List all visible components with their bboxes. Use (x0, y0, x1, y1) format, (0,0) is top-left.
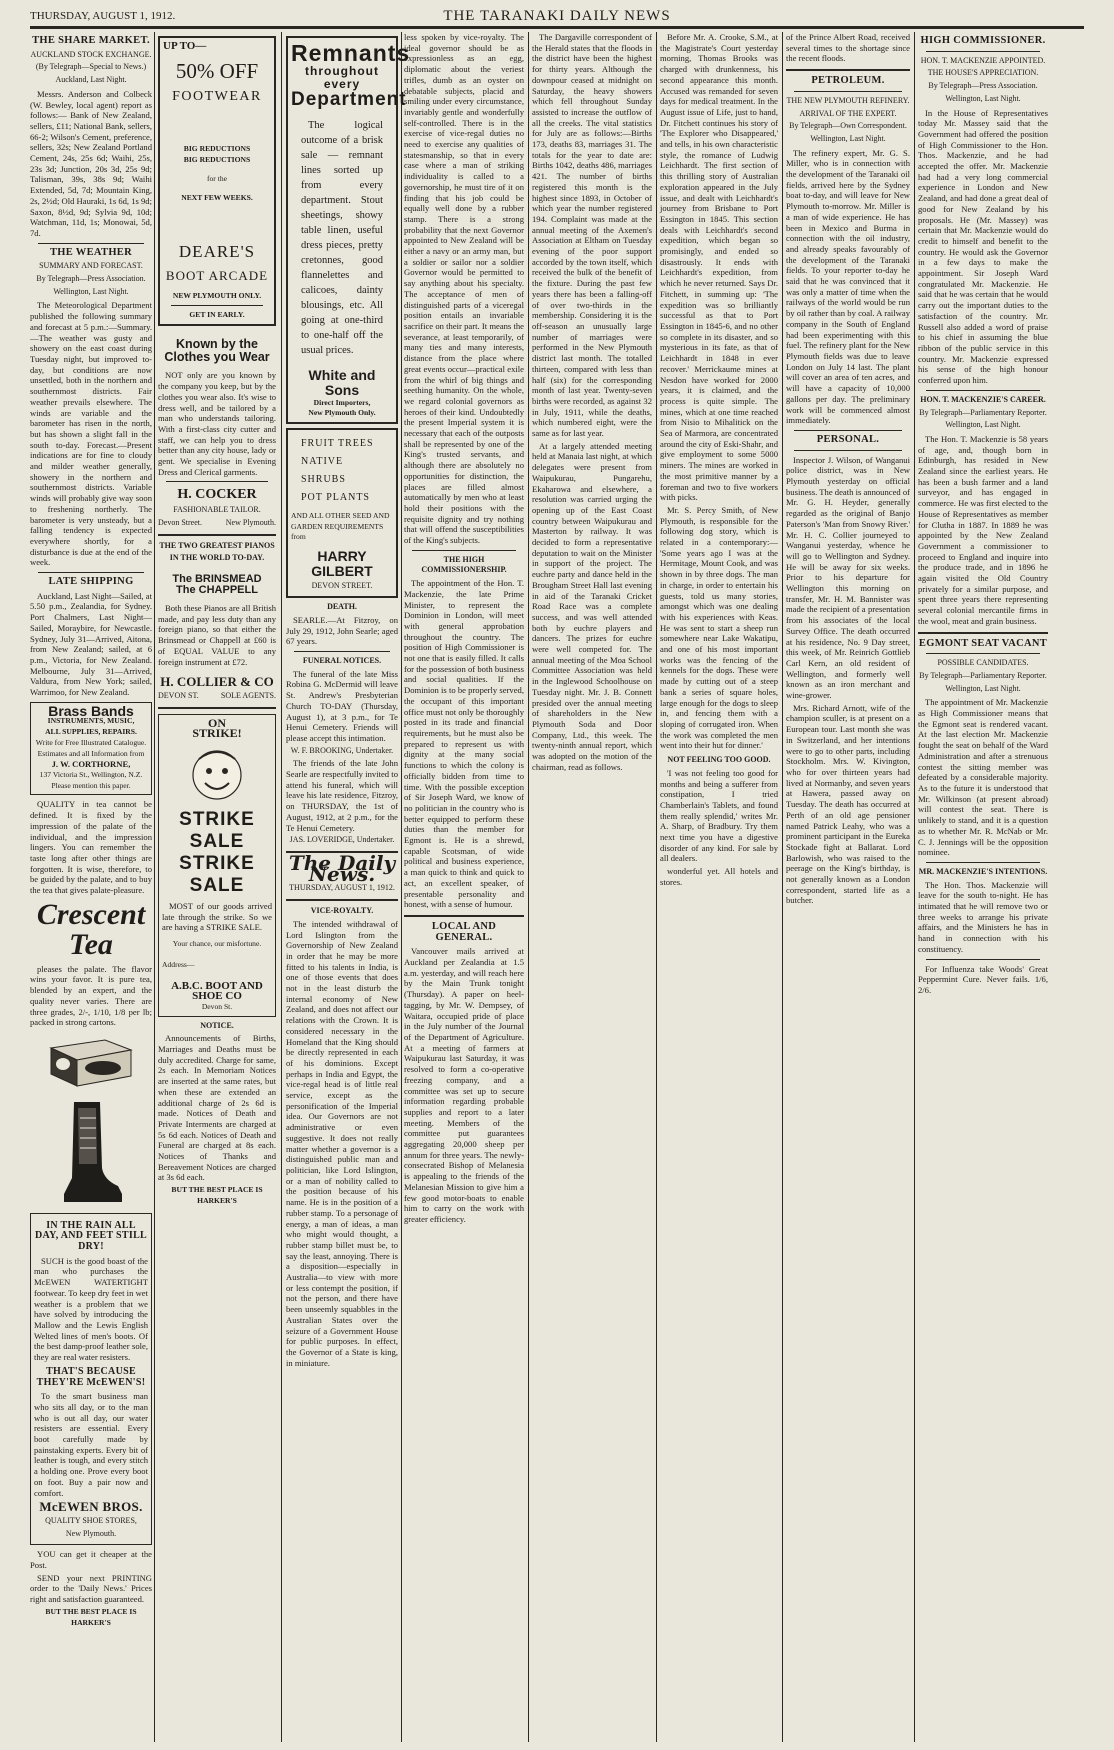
death-heading: DEATH. (327, 602, 357, 612)
column-divider (782, 32, 783, 1742)
abc-name: A.B.C. BOOT AND SHOE CO (171, 979, 263, 1003)
collier-name: H. COLLIER & CO (160, 674, 274, 690)
department-title: Department (291, 89, 407, 111)
white-and-sons-name: White and Sons (308, 367, 376, 398)
brass-note: Please mention this paper. (51, 780, 131, 790)
column-4 (404, 32, 524, 1742)
known-by-text: Known by the (176, 337, 258, 352)
local-news-text-2: At a largely attended meeting held at Manaia last night, at which delegates were present from Waipukurau, Pungarehu, Ekaharowa and elsewhere, a resolution was carried urging the opening up of the East Coast country between Waipukurau and Masterton by railway. It was decided to form a representative deputation to wait on the Minister in support of the project. The euchre party and dance held in the Brougham Street Hall last evening in aid of the Taranaki Cricket Road Race was a complete success, and was well attended both by euchre players and dancers. The prizes for euchre were well competed for. The annual meeting of the Moa School Committee Association was held in the Inglewood Schoolhouse on Tuesday night. Mr. J. B. Connett presided over the annual meeting of shareholders in the New Plymouth Soda and Door Company, Ltd., this week. The twenty-ninth annual report, which was adopted on the motion of the chairman, read as follows. (532, 440, 652, 772)
gilbert-location: DEVON STREET. (311, 580, 373, 590)
gilbert-name: HARRY GILBERT (311, 548, 373, 579)
personal-heading: PERSONAL. (816, 433, 880, 445)
pot-plants: POT PLANTS (301, 492, 370, 504)
white-and-sons-sub-2: New Plymouth Only. (308, 408, 376, 418)
hotels-text: wonderful yet. All hotels and stores. (660, 866, 778, 887)
cocker-name: H. COCKER (177, 487, 257, 503)
masthead-rule (30, 28, 1084, 29)
child-face-illustration (162, 745, 272, 805)
woods-peppermint-text: For Influenza take Woods' Great Peppermint Cure. Never fails. 1/6, 2/6. (918, 963, 1048, 995)
brass-bands-ad (30, 702, 152, 796)
chappell-title: The CHAPPELL (176, 584, 258, 597)
crescent-tea-logo (30, 897, 152, 961)
funeral-text-2: The friends of the late John Searle are respectfully invited to attend his funeral, which will leave his late residence, Fitzroy, on THURSDAY, the 1st of August, 1912, at 2 p.m., for the Te Henui Cemetery. (286, 758, 398, 833)
column-8 (918, 32, 1048, 1742)
egmont-byline: By Telegraph—Parliamentary Reporter. (919, 670, 1047, 680)
column-divider (656, 32, 657, 1742)
funeral-text-1: The funeral of the late Miss Robina G. McDermid will leave St. Andrew's Presbyterian Church TO-DAY (Thursday, August 1), at 3 p.m., for Te Henui Cemetery. Friends will please accept this intimation. (286, 668, 398, 743)
high-commissioner-heading: HIGH COMMISSIONER. (920, 35, 1046, 46)
brass-line-1: INSTRUMENTS, MUSIC, (47, 716, 135, 726)
high-commissioner-sub: HON. T. MACKENZIE APPOINTED. (920, 55, 1046, 65)
death-text: SEARLE.—At Fitzroy, on July 29, 1912, John Searle; aged 67 years. (286, 614, 398, 647)
strike-sale-2: STRIKE SALE (179, 852, 255, 896)
mcewen-footer: QUALITY SHOE STORES, (45, 1515, 137, 1525)
funeral-heading: FUNERAL NOTICES. (302, 656, 382, 666)
weather-dateline: Wellington, Last Night. (53, 286, 129, 296)
local-and-general-heading: LOCAL AND GENERAL. (431, 920, 497, 943)
column-5 (532, 32, 652, 1742)
daily-news-date: THURSDAY, AUGUST 1, 1912. (289, 883, 395, 893)
not-feeling-heading: NOT FEELING TOO GOOD. (667, 755, 771, 765)
divider (38, 572, 144, 573)
share-market-text: Messrs. Anderson and Colbeck (W. Bewley, local agent) report as follows:— Bank of New Zealand, sellers, £11; National Bank, sellers, 66-2; Wilson's Cement, preference, sellers, 32s; New Zealand Portland Cement, 24s, 25s 6d; Waihi, 25s, 23s 3d; Junction, 20s 3d, 25s 9d; Talisman, 39s, 38s 9d; Waihi Extended, 5d, 7d; Mountain King, 2s, 2½d; Old Hauraki, 1s 6d, 1s 9d; Saxon, 8½d, 9d; Sylvia 9d, 10d; Watchman, 11d, 1s; Monowai, 5d, 7d. (30, 88, 152, 238)
deares-title: DEARE'S (178, 242, 256, 262)
refinery-text: The refinery expert, Mr. G. S. Miller, who is in connection with the development of the Taranaki oil fields, arrived here by the Sydney boat to-day, and will leave for New Plymouth to-morrow. Mr. Miller is a man of wide experience. He has been in Mexico and Burma in connection with the oil industry, and already speaks favourably of the development of the Taranaki fields. To your reporter to-day he said that he was convinced that it was only a matter of time when the railways of the world would be run by oil rather than by coal. A railway company in the South of England had been experimenting with this fuel. The refinery plant for the New Plymouth fields was due to leave London on July 14 last. The plant will cover an area of ten acres, and will have a capacity of 10,000 gallons per day. The preliminary work will be commenced almost immediately. (786, 147, 910, 426)
for-the-text: for the (206, 173, 228, 183)
weather-text: The Meteorological Department published the following summary and forecast at 5 p.m.:—Summary.—The weather was gusty and showery on the east coast during Tuesday night, but improved to-day, but conditions are now unsettled, both in the northern and southernmost districts. Fair weather prevails elsewhere. The winds are variable and the barometer has risen in the north, but has shown a slight fall in the south to-day. Forecast.—Present indications are for fine to cloudy and milder weather generally, showery in the northern and southernmost districts. Variable winds will probably give way soon to freshening northerly. The barometer is very unsteady, but a falling tendency is expected everywhere shortly, for a disturbance is due at the end of the week. (30, 300, 152, 568)
notice-heading: NOTICE. (200, 1020, 234, 1030)
tea-ad-text-2: pleases the palate. The flavor wins your favor. It is pure tea, blended by an expert, and the quality never varies. There are three grades, 2/-, 1/10, 1/8 per lb; packed in strong cartons. (30, 963, 152, 1028)
strike-text: MOST of our goods arrived late through the strike. So we are having a STRIKE SALE. (162, 900, 272, 933)
column-divider (154, 32, 155, 1742)
mcewen-name: McEWEN BROS. (39, 1499, 143, 1515)
masthead-paper-title: THE TARANAKI DAILY NEWS (443, 8, 671, 24)
new-plymouth-only: NEW PLYMOUTH ONLY. (172, 290, 262, 300)
next-weeks-text: NEXT FEW WEEKS. (181, 192, 253, 202)
tea-carton-illustration (30, 1030, 152, 1093)
get-in-early: GET IN EARLY. (189, 310, 245, 320)
tea-word: Tea (69, 927, 113, 961)
column-7 (786, 32, 910, 1742)
on-text: ON (208, 715, 226, 730)
remnants-text: The logical outcome of a brisk sale — remnant lines sorted up from every department. Stout sheetings, showy table linen, useful dress pieces, pretty cretonnes, good flannelettes and calicoes, dainty blousings, etc. All going at one-third to one-half off the usual prices. (301, 120, 383, 357)
refinery-subheading: THE NEW PLYMOUTH REFINERY. (786, 95, 910, 105)
shipping-text: Auckland, Last Night—Sailed, at 5.50 p.m., Zealandia, for Sydney. Port Chalmers, Last Night—Sailed, Moraybire, for Newcastle. Sydney, July 31—Arrived, Aitona, from New Zealand; sailed, at 6 p.m., Victoria, for New Zealand. Melbourne, July 31—Arrived, Valdura, from New York; sailed, Warrimoo, for New Zealand. (30, 590, 152, 698)
intentions-text: The Hon. Thos. Mackenzie will leave for the south to-night. He has intimated that he will remove two or three weeks to arrange his private affairs, and the Ministers he has in hand in connection with his constituency. (918, 879, 1048, 954)
refinery-subheading-2: ARRIVAL OF THE EXPERT. (799, 108, 897, 118)
column-divider (401, 32, 402, 1742)
high-commissioner-byline: By Telegraph—Press Association. (928, 81, 1038, 91)
strike-sale-ad (158, 714, 276, 1017)
mcewen-boot-ad (30, 1213, 152, 1546)
pianos-heading-2: IN THE WORLD TO-DAY. (169, 553, 265, 563)
weather-byline: By Telegraph—Press Association. (36, 274, 146, 284)
weather-subheading: SUMMARY AND FORECAST. (39, 261, 143, 271)
tailor-text: NOT only are you known by the company you keep, but by the clothes you wear also. It's wise to dress well, and be tailored by a man who understands tailoring. With a first-class city cutter and staff, we can help you to dress better than any city house, lady or gent. We specialise in Evening Dress and Clerical garments. (158, 370, 276, 477)
intentions-heading: MR. MACKENZIE'S INTENTIONS. (918, 866, 1048, 876)
fruit-trees: FRUIT TREES (301, 438, 374, 450)
throughout-every-title: throughout every (305, 64, 379, 91)
pianos-heading-1: THE TWO GREATEST PIANOS (159, 540, 275, 550)
shipping-heading: LATE SHIPPING (48, 576, 134, 588)
column-divider (914, 32, 915, 1742)
best-place-footer: BUT THE BEST PLACE IS HARKER'S (171, 1185, 263, 1205)
footwear-text: FOOTWEAR (172, 88, 262, 104)
piano-text: Both these Pianos are all British made, and pay less duty than any foreign piano, so that either the Brinsmead or Chappell at £60 is of EQUAL VALUE to any foreign instrument at £72. (158, 603, 276, 667)
brass-dealer-address: 137 Victoria St., Wellington, N.Z. (39, 770, 143, 779)
local-and-general-text: Vancouver mails arrived at Auckland per Zealandia at 1.5 a.m. yesterday, and will reach here by the Main Trunk tonight (Thursday). A paper on heel-tagging, by Mr. W. Dempsey, of Waitara, occupied pride of place in the July number of the Journal of the Department of Agriculture. At a meeting of farmers at Waipukurau last Saturday, it was resolved to form a co-operative freezing company, and a committee was set up to secure information regarding probable supplies and report to a later meeting. Members of the committee put guarantees aggregating 20,000 sheep per annum for three years. The newly-consecrated Bishop of Melanesia is appealing to the friends of the Melanesian Mission to give him a few good motor-boats to enable him to carry on the work with greater efficiency. (404, 946, 524, 1224)
brass-line-2: ALL SUPPLIES, REPAIRS. (45, 727, 137, 737)
chance-text: Your chance, our misfortune. (172, 939, 262, 949)
vice-royalty-heading: VICE-ROYALTY. (310, 906, 374, 916)
column-7-lead: of the Prince Albert Road, received several times to the shortage since the recent floods. (786, 32, 910, 64)
deares-ad (158, 36, 276, 326)
high-commissioner-text: In the House of Representatives today Mr. Massey said that the Government had offered the position of High Commissioner to the Hon. Thos. Mackenzie, and he had accepted the offer. Mr. Mackenzie had had a very long commercial experience in London and New Zealand, and had done a great deal of good for New Zealand by his proposals. He (Mr. Massey) was certain that Mr. Mackenzie would do credit to himself and benefit to the country. He would ask the Governor in a few days to make the appointment. Sir Joseph Ward congratulated Mr. Mackenzie. He said that he was certain that he would carry out the important duties to the satisfaction of the country. Mr. Russell also added a word of praise to his chief in assuming the blue ribbon of the public service in this country. Mr. Mackenzie expressed his sense of the high honour conferred upon him. (918, 107, 1048, 386)
not-feeling-text: 'I was not feeling too good for months and being a sufferer from constipation, I tried Chamberlain's Tablets, and found them really splendid,' writes Mr. A. Sharp, of Bradbury. Try them next time you have a digestive disorder of any kind. For sale by all dealers. (660, 767, 778, 864)
send-printing-text: SEND your next PRINTING order to the 'Daily News.' Prices right and satisfaction guaranteed. (30, 1572, 152, 1605)
egmont-dateline: Wellington, Last Night. (945, 683, 1021, 693)
clothes-you-wear-text: Clothes you Wear (164, 350, 270, 365)
career-text: The Hon. T. Mackenzie is 58 years of age, and, though born in Edinburgh, has resided in New Zealand since the earliest years. He has been a bush farmer and a land surveyor, and has engaged in commerce. He was first elected to the House of Representatives as member for Clutha in 1887. In 1889 he was appointed by the New Zealand Government a commissioner to proceed to England and inquire into the produce trade, and in 1896 he again visited the Old Country privately for a similar purpose, and spent three years there representing several colonial mercantile firms in the wool, meat and grain business. (918, 433, 1048, 626)
mcewen-text: To the smart business man who sits all day, or to the man who is out all day, our water resisters are essential. Every boot carefully made by painstaking experts. Every bit of leather is tough, and every stitch a holding one. Prove every boot on foot. Buy a pair now and comfort. (34, 1391, 148, 1498)
brass-line-3: Write for Free Illustrated Catalogue. Estimates and all Information from (35, 737, 147, 758)
share-market-heading: THE SHARE MARKET. (32, 35, 150, 46)
high-commissioner-dateline: Wellington, Last Night. (945, 93, 1021, 103)
boot-arcade-title: BOOT ARCADE (165, 268, 269, 284)
white-and-sons-ad (286, 36, 411, 424)
column-1 (30, 32, 152, 1742)
column-2 (158, 32, 276, 1742)
masthead (30, 8, 1084, 28)
post-text: YOU can get it cheaper at the Post. (30, 1549, 152, 1571)
crescent-word: Crescent (36, 897, 146, 931)
vice-royalty-continued: less spoken by vice-royalty. The ideal governor should be as expressionless as an egg, diplomatic about the veriest trifles, dumb as an oyster on debatable subjects, placid and smiling under every circumstance, invariably gentle and wonderfully self-controlled. There is in the exercise of vice-regal duties no need to exercise any qualities of statesmanship, so that in every case where a man of striking individuality is called to a governorship, he must tire of it on finding that his job could be equally well done by a rubber stamp. There is a strong probability that the next Governor appointed to New Zealand will be either a navy or an army man, but a soldier or sailor nor a soldier Governor would be permitted to say anything about his specialty. The acceptance of men of distinguished parts of a viceregal position entails an invariable sacrifice on their part. It means the severance, at least temporarily, of many ties and many interests, distance from the place where great events occur—practical exile from the whirl of big things and seething humanity. On the whole, we regard colonial governors as heroes of their kind. Undoubtedly the present Imperial system it is necessary that each of the outposts shall be represented by one of the King's trusted servants, and although there are absolutely no opportunities for distinction, the places are filled almost automatically by men who at least hold their positions with the requisite dignity and try nothing that will offend the susceptibilities of the King's subjects. (404, 32, 524, 546)
local-news-text-4: Mr. S. Percy Smith, of New Plymouth, is responsible for the following dog story, which is related in a contemporary:— 'Some years ago I was at the Hermitage, Mount Cook, and was shown in by three dogs. The man in charge, in order to entertain his guests, told us many stories, amongst which was one dealing with his experiences with Keas. He was sent to start a sheep run somewhere near Lake Wakatipu, and one of his most important works was the fencing of the kennels for the dogs. These were made by cutting out of a steep bank a series of square holes, large enough for the dogs to sleep in, and fencing them with a sloping of corrugated iron. When the work was completed the men went into their hut for dinner.' (660, 504, 778, 751)
cocker-location: Devon Street. New Plymouth. (158, 517, 276, 527)
column-6 (660, 32, 778, 1742)
rain-text: SUCH is the good boast of the man who purchases the McEWEN WATERTIGHT footwear. To keep dry feet in wet weather is a problem that we have solved by introducing the Mallow and the Lewis English Welted lines of men's boots. Of the best damp-proof leather sole, they are real water resisters. (34, 1255, 148, 1363)
collier-location: DEVON ST. SOLE AGENTS. (158, 690, 276, 700)
masthead-date: THURSDAY, AUGUST 1, 1912. (30, 10, 176, 22)
high-commissionership-heading: THE HIGH COMMISSIONERSHIP. (421, 554, 507, 575)
seeds-text: AND ALL OTHER SEED AND GARDEN REQUIREMENTS from (291, 511, 390, 542)
strike-sale-1: STRIKE SALE (179, 808, 255, 852)
funeral-signature-1: W. F. BROOKING, Undertaker. (290, 745, 394, 755)
mcewen-location: New Plymouth. (65, 1528, 117, 1538)
column-3 (286, 32, 411, 1742)
native: NATIVE (301, 456, 344, 468)
discount-text: 50% OFF (175, 58, 259, 83)
local-news-text-1: The Dargaville correspondent of the Herald states that the floods in the district have been the highest for thirty years. Although the downpour ceased at midnight on Saturday, the heavy showers which fell throughout Sunday assisted to increase the outflow of all the creeks. The vital statistics for July are as follows:—Births 173, deaths 83, marriages 31. The totals for the year to date are: Births 1042, deaths 486, marriages 421. The number of births registered this month is the highest since 1893, in October of which year the number registered 194. Complaint was made at the annual meeting of the Axemen's Association at Eltham on Tuesday evening of the poor support accorded by the town itself, which received the bulk of the benefit of the fixture. During the past few years there has been a falling-off of over two-thirds in the membership. Considering it is the off-season an unusually large number of marriages were performed in the New Plymouth district last month. The totalled thirteen, compared with less than half (six) for the corresponding month of last year. Twenty-seven births were recorded, as against 32 in July, 1911, while the deaths, which numbered eight, were the same as for last year. (532, 32, 652, 439)
reductions-1: BIG REDUCTIONS (183, 144, 251, 154)
brinsmead-title: The BRINSMEAD (172, 572, 262, 585)
career-byline: By Telegraph—Parliamentary Reporter. (919, 407, 1047, 417)
personal-text-2: Mrs. Richard Arnott, wife of the champion sculler, is at present on a European tour. Last month she was in Switzerland, and her intentions were to go to other parts, including Stockholm. Mrs. W. Kivington, who for over thirteen years had lived at Normanby, and seven years at Hawera, passed away on Tuesday. The death has occurred at Perth of an old age pensioner named Patrick Leahy, who was a prominent participant in the Eureka Stockade fight at Ballarat. Lord Barlowish, who was raised to the peerage on the King's birthday, is not generally known as a London correspondent, started life as a butcher. (786, 702, 910, 906)
high-commissioner-sub-2: THE HOUSE'S APPRECIATION. (927, 68, 1039, 78)
best-place-footer: BUT THE BEST PLACE IS HARKER'S (45, 1606, 137, 1627)
career-heading: HON. T. MACKENZIE'S CAREER. (920, 394, 1046, 404)
refinery-byline: By Telegraph—Own Correspondent. (789, 121, 907, 131)
refinery-dateline: Wellington, Last Night. (810, 133, 886, 143)
funeral-signature-2: JAS. LOVERIDGE, Undertaker. (289, 835, 395, 845)
weather-heading: THE WEATHER (50, 246, 132, 258)
local-news-text-3: Before Mr. A. Crooke, S.M., at the Magistrate's Court yesterday morning, Thomas Brooks was charged with drunkenness, his second appearance this month. Accused was remanded for seven days for medical treatment. In the August issue of Life, just to hand, Dr. Fitchett continues his story of 'The Explorer who Disappeared,' and tells, in his own characteristic style, the romance of Ludwig Leichhardt. The first section of this thrilling story of Australian exploration appeared in the July issue, and dealt with Leichhardt's journey from Brisbane to Port Essington in 1845. This section deals with Leichhardt's second expedition, which began so promisingly, and ended so disastrously. It ends with Leichhardt's expedition, from which he never returned. Says Dr. Fitchett, in summing up: 'The expedition was so brilliantly successful as that to Port Essington in 1845-6, and no other so complete in its disaster, and so mysterious in its fate, as that of Leichhardt in 1848 in ever recover.' Merrickaume mines at Nesdon have worked for 2000 years, it is claimed, and the process is quite simple. The mines, which at one time reached from Nisio to Mihalitick on the Sea of Marmora, are concentrated around the city of Eski-Shahr, and give employment to some 5000 miners. The mines are worked in the most primitive manner by a foreman and two to five workers with picks. (660, 32, 778, 503)
rain-heading: IN THE RAIN ALL DAY, AND FEET STILL DRY! (34, 1219, 148, 1253)
egmont-subheading: POSSIBLE CANDIDATES. (937, 658, 1029, 668)
boot-illustration (30, 1098, 152, 1208)
upto-text: UP TO— (163, 40, 207, 52)
abc-location: Devon St. (201, 1001, 233, 1011)
career-dateline: Wellington, Last Night. (945, 420, 1021, 430)
high-commissionership-text: The appointment of the Hon. T. Mackenzie, the late Prime Minister, to represent the Dominion in London, will meet with general approbation throughout the country. The position of High Commissioner is not one that is easily filled. It calls for the possession of both business and social qualities. If the Dominion is to be properly served, the occupant of this important office must not only be thoroughly posted in its trade and financial requirements, but he must also be prepared to represent us with dignity at the many social functions to which the colony is officially bidden from time to time. With the possible exception of Sir Joseph Ward, we know of no politician in the country who is better equipped to perform these duties than the member for Egmont is. He is a shrewd, capable Scotsman, of wide political and business experience, a man quick to think and quick to act, an excellent speaker, of presentable personality and honest, with a sense of humour. (404, 578, 524, 910)
divider (38, 243, 144, 244)
brass-dealer-name: J. W. CORTHORNE, (51, 759, 131, 770)
petroleum-heading: PETROLEUM. (811, 75, 885, 87)
vice-royalty-text: The intended withdrawal of Lord Islington from the Governorship of New Zealand in order that he may be more fitted to his talents in India, is one of those events that does not in the least disturb the internal economy of New Zealand, and does not affect our relations with the Crown. It is considered necessary in the Homeland that the King should be directly represented in each of his dominions. Except perhaps in India and Egypt, the vice-regal head is of little real service, except as the personification of the Imperial idea. Our Governors are not administrative or even suggestive. It does not really matter whether a governor is a distinguished public man and politician, like Lord Islington, or a man of nobility called to the position because of his name. He is in the position of a rubber stamp. To a personage of energy, a man of ideas, a man who might would thought, a rubber stamp billet must be, to say the least, annoying. There is a disposition—especially in Australia—to view with more or less contempt the position, if not the person, and there have been unseemly squabbles in the Australian States over the seizure of a Government House for public purposes. In effect, the Governor of a State is king, in miniature. (286, 918, 398, 1368)
brass-bands-title: Brass Bands (48, 702, 134, 719)
column-divider (281, 32, 282, 1742)
egmont-heading: EGMONT SEAT VACANT (918, 637, 1048, 649)
egmont-text: The appointment of Mr. Mackenzie as High Commissioner means that the Egmont seat is rendered vacant. At the last election Mr. Mackenzie fought the seat on behalf of the Ward Administration and after a strenuous contest the sitting member was defeated by a considerable majority. As to the future it is understood that Mr. Wilkinson (at present abroad) will contest the seat. There is unlikely to stand, and it is a question as to whether Mr. R. McNab or Mr. C. J. Jennings will be the opposition nominee. (918, 697, 1048, 858)
share-market-dateline: Auckland, Last Night. (55, 75, 127, 85)
white-and-sons-sub-1: Direct Importers, (313, 397, 371, 407)
mcewen-heading: THAT'S BECAUSE THEY'RE McEWEN'S! (36, 1365, 146, 1388)
share-market-byline: (By Telegraph—Special to News.) (35, 62, 147, 72)
daily-news-title: The Daily News. (288, 851, 396, 886)
harry-gilbert-ad (286, 428, 398, 598)
column-divider (528, 32, 529, 1742)
remnants-title: Remnants (291, 40, 411, 66)
notice-text: Announcements of Births, Marriages and Deaths must be duly accredited. Charge for same, 2s each. In Memoriam Notices are inserted at the same rates, but when these are extended an additional charge of 2s 6d is made. Notices of Death and Private Interments are charged at 5s 6d each. Notices of Death and Funeral are charged at 8s each. Notices of Thanks and Bereavement Notices are charged at 3s 6d each. (158, 1033, 276, 1183)
personal-text: Inspector J. Wilson, of Wanganui police district, was in New Plymouth yesterday on official business. The death is announced of Mr. G. H. Heyder, generally regarded as the original of Banjo Paterson's 'Man from Snowy River.' Mr. H. C. Collier journeyed to Wanganui yesterday, whence he will go to Wellington and Sydney. He will be away for six weeks. Prior to his departure for Wellington this morning on transfer, Mr. H. M. Bannister was made the recipient of a presentation from his associates of the local Survey Office. The death occurred at his residence, No. 9 Day street, this week, of Mr. Reinrich Gottlieb Carl Kern, an old resident of Wellington, and formerly well known as an iron merchant and wine-grower. (786, 454, 910, 701)
cocker-subtitle: FASHIONABLE TAILOR. (173, 505, 261, 515)
address-text: Address— (162, 959, 195, 969)
strike-exclaim: STRIKE! (192, 726, 242, 741)
shrubs: SHRUBS (301, 474, 346, 486)
reductions-2: BIG REDUCTIONS (183, 155, 251, 165)
tea-ad-text-1: QUALITY in tea cannot be defined. It is fixed by the impression of the palate of the individual, and the impression lingers. You can remember the taste long after other things are forgotten. It is wise, therefore, to be guided by the palate, and to buy the tea that gives palate-pleasure. (30, 799, 152, 896)
share-market-subheading: AUCKLAND STOCK EXCHANGE. (30, 49, 152, 59)
